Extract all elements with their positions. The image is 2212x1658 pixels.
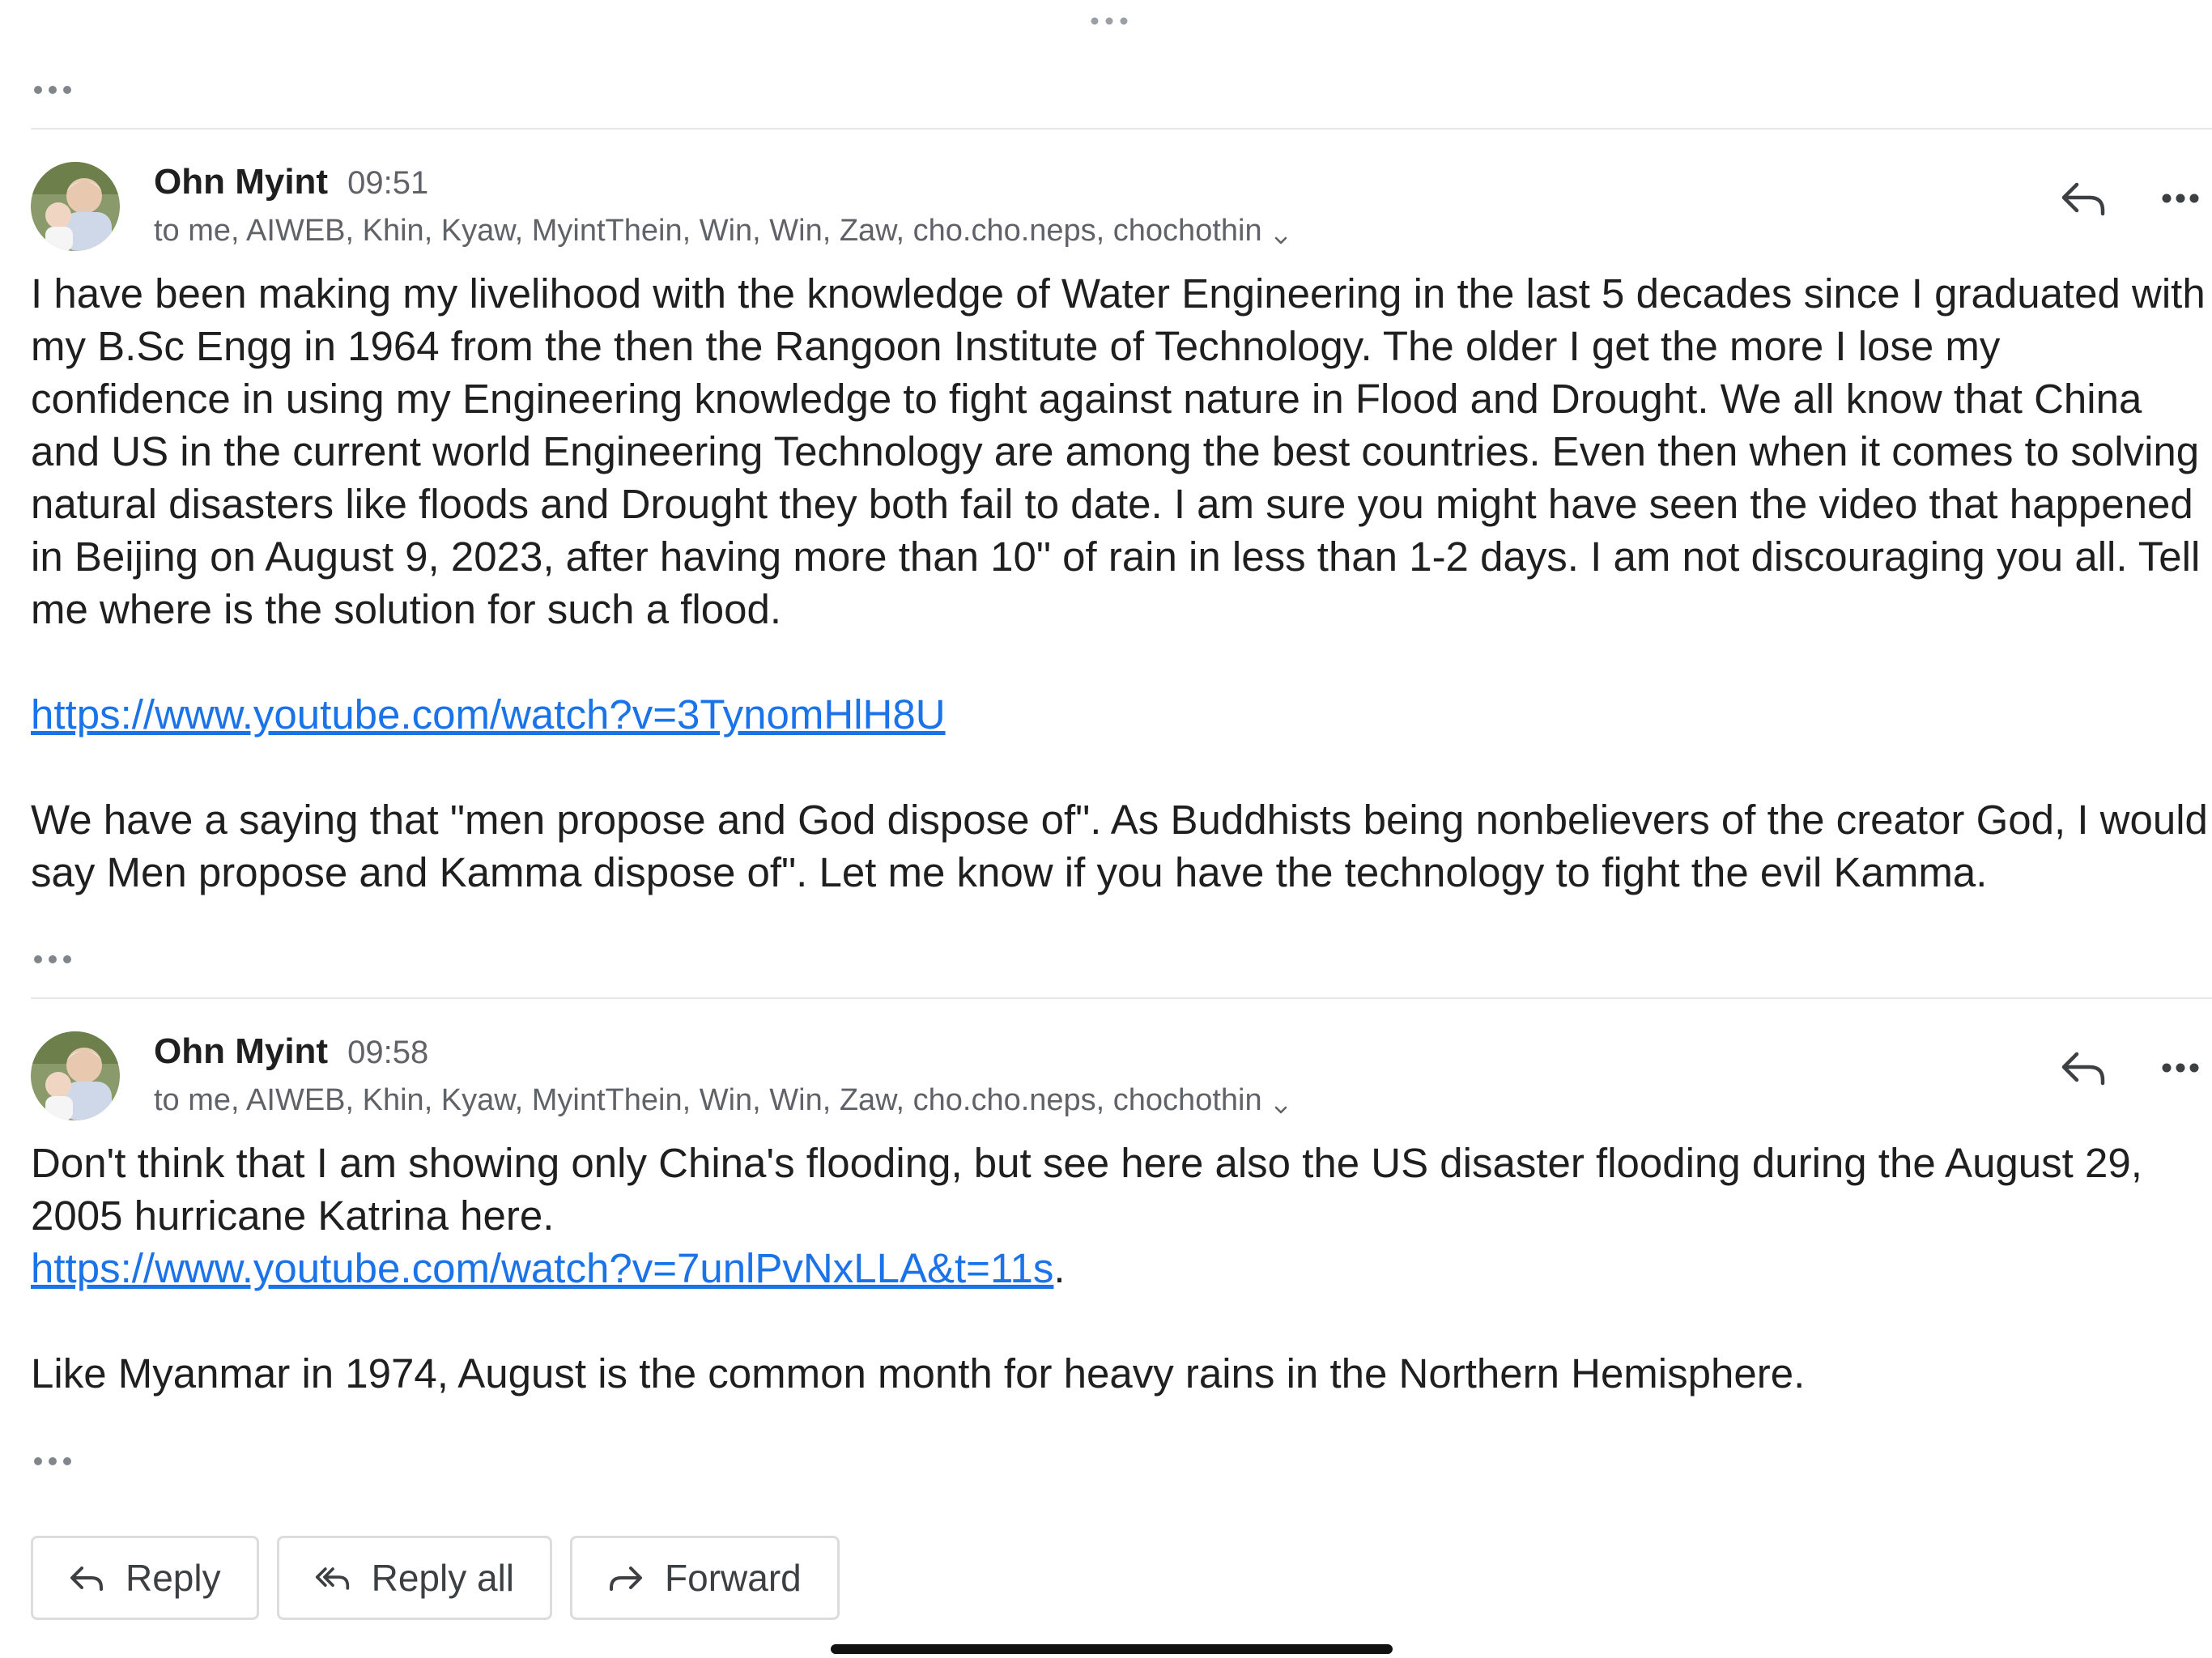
message-header — [31, 162, 2209, 267]
message-paragraph: I have been making my livelihood with the knowledge of Water Engineering in the last 5 decades since I graduated with my B.Sc Engg in 1964 from the then the Rangoon Institute of Technology. The older I get the more I lose my confidence in using my Engineering knowledge to fight against nature in Flood and Drought. We all know that China and US in the current world Engineering Technology are among the best countries. Even then when it comes to solving natural disasters like floods and Drought they both fail to date. I am sure you might have seen the video that happened in Beijing on August 9, 2023, after having more than 10" of rain in less than 1-2 days. I am not discouraging you all. Tell me where is the solution for such a flood. — [31, 270, 2206, 632]
sender-name[interactable]: Ohn Myint — [154, 162, 329, 202]
reply-icon[interactable] — [2055, 1039, 2112, 1096]
reply-icon — [69, 1560, 104, 1596]
sheet-handle-icon[interactable] — [1085, 5, 1134, 37]
chevron-down-icon[interactable] — [1272, 1092, 1290, 1110]
message-header — [31, 1031, 2209, 1137]
link-suffix: . — [1053, 1245, 1066, 1291]
message-paragraph: We have a saying that "men propose and God dispose of". As Buddhists being nonbelievers of the creator God, I would say Men propose and Kamma dispose of". Let me know if you have the technology to fight the evil Kamma. — [31, 797, 2208, 895]
home-indicator[interactable] — [831, 1644, 1393, 1654]
recipients-list: to me, AIWEB, Khin, Kyaw, MyintThein, Win, Win, Zaw, cho.cho.neps, chochothin — [154, 1083, 1262, 1117]
sender-line — [154, 162, 428, 207]
forward-icon — [608, 1560, 644, 1596]
avatar[interactable] — [31, 1031, 120, 1120]
collapsed-messages-ellipsis-icon[interactable] — [31, 78, 74, 102]
sender-name[interactable]: Ohn Myint — [154, 1031, 329, 1071]
trimmed-content-ellipsis-icon[interactable] — [31, 947, 74, 971]
reply-all-label: Reply all — [371, 1557, 515, 1599]
message-divider — [31, 997, 2212, 999]
recipients-toggle[interactable] — [154, 1083, 1290, 1118]
more-horizontal-icon[interactable] — [2152, 170, 2209, 227]
message-time: 09:58 — [347, 1035, 429, 1070]
message-item — [31, 1031, 2209, 1400]
sender-line — [154, 1031, 428, 1077]
reply-icon[interactable] — [2055, 170, 2112, 227]
message-body — [31, 1137, 2209, 1400]
reply-all-icon — [315, 1560, 351, 1596]
trimmed-content-ellipsis-icon[interactable] — [31, 1449, 74, 1473]
recipients-list: to me, AIWEB, Khin, Kyaw, MyintThein, Win, Win, Zaw, cho.cho.neps, chochothin — [154, 214, 1262, 248]
message-body — [31, 267, 2209, 899]
message-actions — [2014, 1039, 2209, 1096]
chevron-down-icon[interactable] — [1272, 223, 1290, 240]
message-item — [31, 162, 2209, 899]
recipients-toggle[interactable] — [154, 214, 1290, 249]
bottom-actions — [31, 1536, 857, 1620]
message-divider — [31, 128, 2212, 130]
forward-button[interactable] — [570, 1536, 840, 1620]
video-link[interactable]: https://www.youtube.com/watch?v=7unlPvNxLLA&t=11s — [31, 1245, 1054, 1291]
more-horizontal-icon[interactable] — [2152, 1039, 2209, 1096]
message-paragraph: Like Myanmar in 1974, August is the common month for heavy rains in the Northern Hemisphere. — [31, 1350, 1806, 1397]
reply-label: Reply — [125, 1557, 221, 1599]
message-time: 09:51 — [347, 165, 429, 201]
avatar[interactable] — [31, 162, 120, 251]
reply-all-button[interactable] — [277, 1536, 552, 1620]
video-link[interactable]: https://www.youtube.com/watch?v=3TynomHlH8U — [31, 691, 946, 738]
message-actions — [2014, 170, 2209, 227]
forward-label: Forward — [665, 1557, 802, 1599]
reply-button[interactable] — [31, 1536, 259, 1620]
message-paragraph: Don't think that I am showing only China's flooding, but see here also the US disaster flooding during the August 29, 2005 hurricane Katrina here. — [31, 1140, 2142, 1239]
